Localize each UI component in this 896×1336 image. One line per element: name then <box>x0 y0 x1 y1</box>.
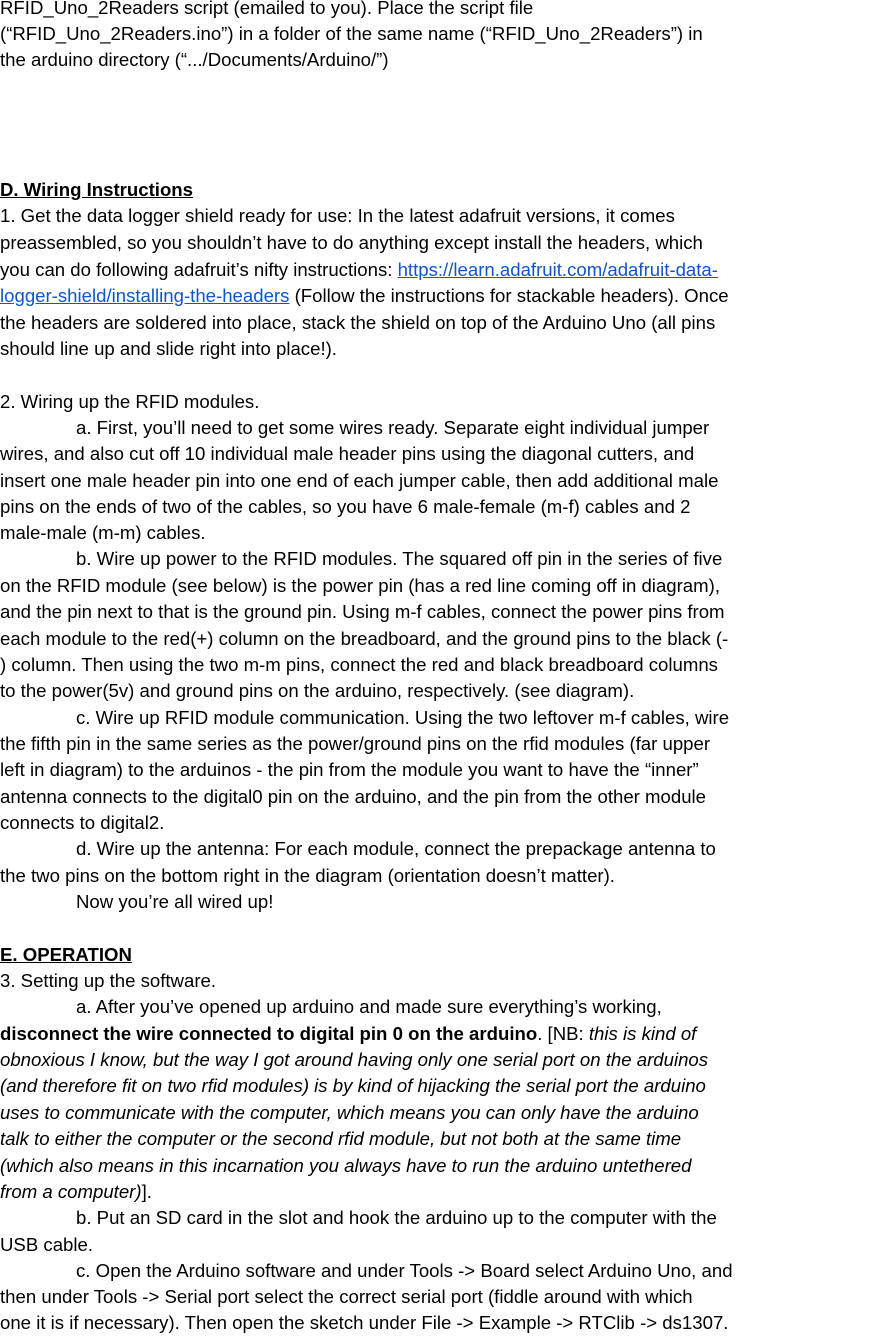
paragraph-line: and the pin next to that is the ground pin. Using m-f cables, connect the power pins from <box>0 601 725 622</box>
paragraph-line: pins on the ends of two of the cables, so you have 6 male-female (m-f) cables and 2 <box>0 496 691 517</box>
paragraph-line: male-male (m-m) cables. <box>0 522 206 543</box>
section-heading-operation: E. OPERATION <box>0 944 132 965</box>
paragraph-line: to the power(5v) and ground pins on the arduino, respectively. (see diagram). <box>0 680 635 701</box>
adafruit-instructions-link-continued[interactable]: logger-shield/installing-the-headers <box>0 285 290 306</box>
paragraph-line: preassembled, so you shouldn’t have to do anything except install the headers, which <box>0 232 703 253</box>
note-line: obnoxious I know, but the way I got around having only one serial port on the arduinos <box>0 1049 709 1070</box>
paragraph-line: antenna connects to the digital0 pin on the arduino, and the pin from the other module <box>0 786 707 807</box>
step-title: 3. Setting up the software. <box>0 970 217 991</box>
paragraph-text: (Follow the instructions for stackable headers). Once <box>289 285 729 306</box>
note-line <box>0 1179 152 1205</box>
paragraph-text: ]. <box>141 1181 152 1202</box>
paragraph-line: each module to the red(+) column on the breadboard, and the ground pins to the black (- <box>0 628 729 649</box>
paragraph-line: Now you’re all wired up! <box>76 891 274 912</box>
paragraph-line: ) column. Then using the two m-m pins, connect the red and black breadboard columns <box>0 654 718 675</box>
warning-text: disconnect the wire connected to digital pin 0 on the arduino <box>0 1023 538 1044</box>
paragraph-line: d. Wire up the antenna: For each module, connect the prepackage antenna to <box>76 838 716 859</box>
paragraph-line: one it is if necessary). Then open the sketch under File -> Example -> RTClib -> ds1307. <box>0 1312 729 1333</box>
paragraph-line: b. Wire up power to the RFID modules. The squared off pin in the series of five <box>76 548 723 569</box>
paragraph-line: connects to digital2. <box>0 812 165 833</box>
paragraph-line: on the RFID module (see below) is the power pin (has a red line coming off in diagram), <box>0 575 720 596</box>
paragraph-line: then under Tools -> Serial port select the correct serial port (fiddle around with which <box>0 1286 693 1307</box>
paragraph-line: left in diagram) to the arduinos - the pin from the module you want to have the “inner” <box>0 759 699 780</box>
paragraph-line: a. First, you’ll need to get some wires ready. Separate eight individual jumper <box>76 417 710 438</box>
intro-line-2: (“RFID_Uno_2Readers.ino”) in a folder of the same name (“RFID_Uno_2Readers”) in <box>0 23 703 44</box>
step-title: 2. Wiring up the RFID modules. <box>0 391 260 412</box>
paragraph-line: wires, and also cut off 10 individual male header pins using the diagonal cutters, and <box>0 443 695 464</box>
note-text: this is kind of <box>588 1023 697 1044</box>
paragraph-line: c. Open the Arduino software and under Tools -> Board select Arduino Uno, and <box>76 1260 733 1281</box>
note-line: uses to communicate with the computer, which means you can only have the arduino <box>0 1102 699 1123</box>
intro-line-3: the arduino directory (“.../Documents/Arduino/”) <box>0 49 389 70</box>
note-line: talk to either the computer or the second rfid module, but not both at the same time <box>0 1128 682 1149</box>
paragraph-line <box>0 257 718 283</box>
section-heading-wiring: D. Wiring Instructions <box>0 179 194 200</box>
paragraph-line: the headers are soldered into place, stack the shield on top of the Arduino Uno (all pins <box>0 312 716 333</box>
note-line: (which also means in this incarnation you always have to run the arduino untethered <box>0 1155 692 1176</box>
paragraph-line: the two pins on the bottom right in the diagram (orientation doesn’t matter). <box>0 865 615 886</box>
paragraph-line: a. After you’ve opened up arduino and made sure everything’s working, <box>76 996 662 1017</box>
paragraph-line: c. Wire up RFID module communication. Using the two leftover m-f cables, wire <box>76 707 730 728</box>
paragraph-line: should line up and slide right into place!). <box>0 338 337 359</box>
note-line: (and therefore fit on two rfid modules) is by kind of hijacking the serial port the arduino <box>0 1075 706 1096</box>
paragraph-line: b. Put an SD card in the slot and hook the arduino up to the computer with the <box>76 1207 717 1228</box>
paragraph-line: USB cable. <box>0 1234 94 1255</box>
paragraph-line <box>0 1021 696 1047</box>
paragraph-line <box>0 283 729 309</box>
adafruit-instructions-link[interactable]: https://learn.adafruit.com/adafruit-data- <box>397 259 718 280</box>
paragraph-text: . [NB: <box>537 1023 589 1044</box>
paragraph-line: 1. Get the data logger shield ready for use: In the latest adafruit versions, it comes <box>0 205 675 226</box>
paragraph-text: you can do following adafruit’s nifty instructions: <box>0 259 398 280</box>
paragraph-line: the fifth pin in the same series as the power/ground pins on the rfid modules (far upper <box>0 733 711 754</box>
paragraph-line: insert one male header pin into one end of each jumper cable, then add additional male <box>0 470 719 491</box>
note-text: from a computer) <box>0 1181 142 1202</box>
intro-line-1: RFID_Uno_2Readers script (emailed to you). Place the script file <box>0 0 534 18</box>
